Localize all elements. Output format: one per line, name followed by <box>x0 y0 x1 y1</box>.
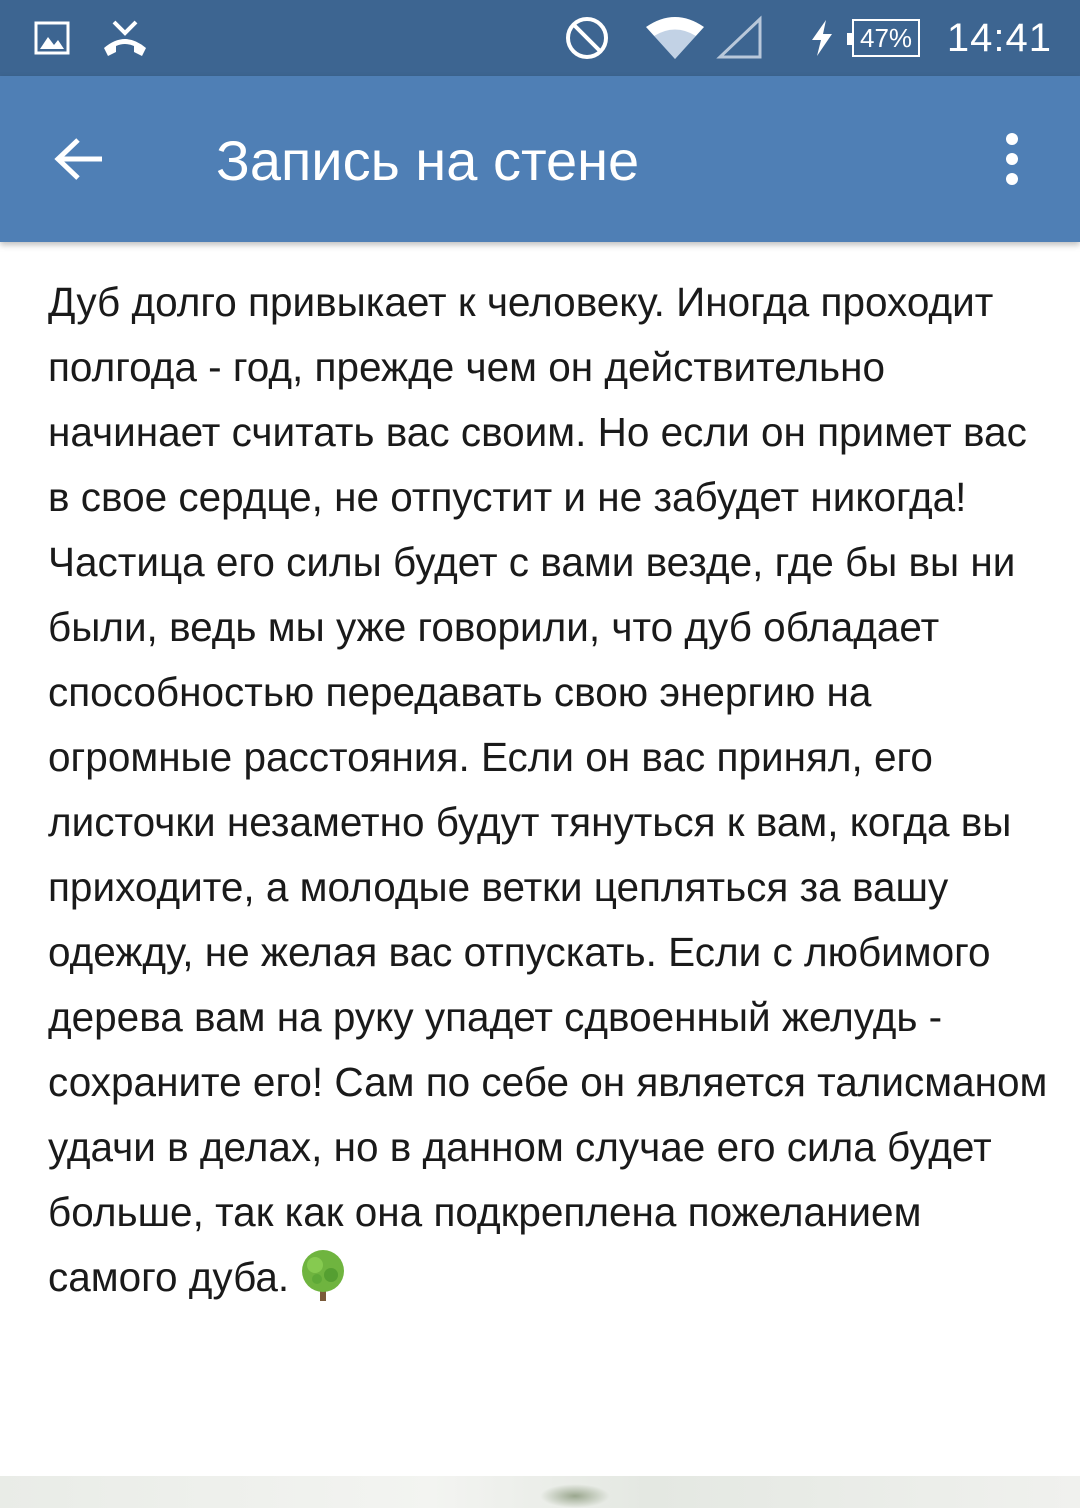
image-notification-icon <box>34 0 70 76</box>
post-image-preview[interactable] <box>0 1476 1080 1508</box>
post-text: Дуб долго привыкает к человеку. Иногда проходит полгода - год, прежде чем он действительно начинает считать вас своим. Но если он примет вас в свое сердце, не отпустит и не забудет никогда! Частица его силы будет с вами везде, где бы вы ни были, ведь мы уже говорили, что дуб обладает способностью передавать свою энергию на огромные расстояния. Если он вас принял, его листочки незаметно будут тянуться к вам, когда вы приходите, а молодые ветки цепляться за вашу одежду, не желая вас отпускать. Если с любимого дерева вам на руку упадет сдвоенный желудь - сохраните его! Сам по себе он является талисманом удачи в делах, но в данном случае его сила будет больше, так как она подкреплена пожеланием самого дуба. <box>48 279 1048 1300</box>
deciduous-tree-emoji <box>295 1247 351 1303</box>
post-body <box>48 270 1048 1310</box>
status-bar <box>0 0 1080 76</box>
more-options-button[interactable] <box>984 119 1040 199</box>
wifi-icon <box>644 0 706 76</box>
back-button[interactable] <box>40 119 120 199</box>
battery-icon <box>852 0 920 76</box>
clock: 14:41 <box>946 16 1052 60</box>
battery-percent: 47% <box>852 19 920 57</box>
arrow-left-icon <box>54 137 106 181</box>
missed-call-icon <box>100 0 150 76</box>
post-content <box>48 270 1048 1310</box>
more-vert-icon <box>1006 133 1018 145</box>
page-title: Запись на стене <box>216 129 640 192</box>
do-not-disturb-icon <box>564 0 610 76</box>
signal-icon <box>716 0 764 76</box>
app-bar <box>0 76 1080 242</box>
charging-icon <box>808 0 836 76</box>
